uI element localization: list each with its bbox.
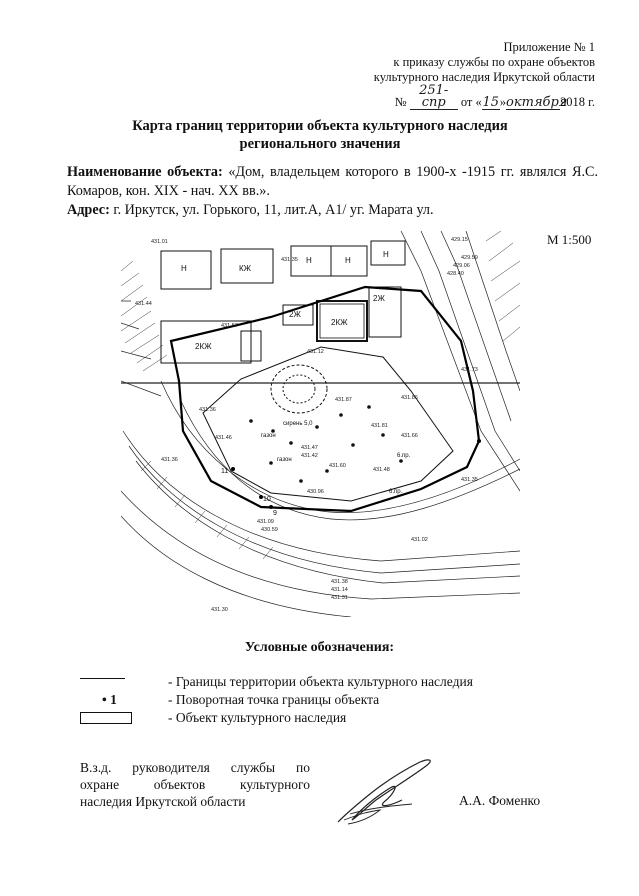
signer-position xyxy=(80,759,310,810)
map-height: 431.36 xyxy=(199,407,216,413)
signer-name: А.А. Фоменко xyxy=(459,793,541,808)
map-label-garden: сирень 5,0 xyxy=(283,421,313,427)
number-prefix: № xyxy=(394,95,407,109)
page-title xyxy=(80,117,560,153)
map-height: 431.09 xyxy=(257,519,274,525)
boundary-point xyxy=(269,505,273,509)
map-height: 431.14 xyxy=(331,587,348,593)
map-label-heritage: 2КЖ xyxy=(331,318,348,327)
order-month: октября xyxy=(506,95,568,110)
map-height: 429.15 xyxy=(451,237,468,243)
map-height: 430.59 xyxy=(261,527,278,533)
address-label: Адрес: xyxy=(67,202,110,218)
map-height: 431.35 xyxy=(281,257,298,263)
map-height: 431.46 xyxy=(215,435,232,441)
boundary-point-label: 11 xyxy=(221,468,229,475)
map-height: 428.40 xyxy=(447,271,464,277)
map-scale: М 1:500 xyxy=(547,232,592,247)
map-label-building: Н xyxy=(383,250,389,259)
boundary-point xyxy=(477,439,481,443)
boundary-line-icon xyxy=(80,678,125,679)
boundary-point xyxy=(231,467,235,471)
map-height: 431.35 xyxy=(461,477,478,483)
from-text: от « xyxy=(460,95,482,109)
handwritten-signature xyxy=(330,750,440,830)
map-height: 431.42 xyxy=(301,453,318,459)
title-line-1: Карта границ территории объекта культурного наследия xyxy=(132,118,508,134)
heritage-object-icon xyxy=(80,712,132,724)
map-label-building: 2КЖ xyxy=(195,342,212,351)
map-height: 431.81 xyxy=(371,423,388,429)
address-value: г. Иркутск, ул. Горького, 11, лит.А, А1/ уг. Марата ул. xyxy=(113,202,434,218)
map-height: 431.57 xyxy=(221,323,238,329)
legend-item-label: - Объект культурного наследия xyxy=(168,710,347,725)
order-day: 15 xyxy=(482,95,500,110)
map-height: 430.96 xyxy=(307,489,324,495)
appendix-block xyxy=(315,40,595,110)
map-height: 429.06 xyxy=(453,263,470,269)
map-height: 431.01 xyxy=(151,239,168,245)
map-height: 431.44 xyxy=(135,301,152,307)
map-label-building: Н xyxy=(345,256,351,265)
map-height: 431.36 xyxy=(161,457,178,463)
map-height: 431.12 xyxy=(307,349,324,355)
map-label-building: Н xyxy=(306,256,312,265)
title-line-2: регионального значения xyxy=(239,136,401,152)
map-label-building: Н xyxy=(181,264,187,273)
map-label-lawn: газон xyxy=(261,433,276,439)
order-number: 251-спр xyxy=(410,85,458,110)
map-height: 431.47 xyxy=(301,445,318,451)
day-close: » xyxy=(499,95,507,109)
map-height: 431.60 xyxy=(329,463,346,469)
map-height: 431.30 xyxy=(211,607,228,613)
appendix-title: Приложение № 1 xyxy=(503,40,595,54)
object-name-label: Наименование объекта: xyxy=(67,164,223,180)
map-height: 431.66 xyxy=(401,433,418,439)
map-svg xyxy=(121,231,520,617)
map-height: 431.02 xyxy=(411,537,428,543)
legend-item-label: - Границы территории объекта культурного наследия xyxy=(168,674,473,689)
appendix-number-line xyxy=(315,85,595,110)
appendix-org-line: культурного наследия Иркутской области xyxy=(373,70,595,84)
signer-line-1: В.з.д. руководителя службы по xyxy=(80,760,310,775)
map-label-building: КЖ xyxy=(239,264,252,273)
map-height: 431.73 xyxy=(461,367,478,373)
map-height: 431.38 xyxy=(331,579,348,585)
map-height: 431.86 xyxy=(401,395,418,401)
appendix-order-line: к приказу службы по охране объектов xyxy=(393,55,595,69)
object-name xyxy=(67,163,598,201)
map-height: 431.31 xyxy=(331,595,348,601)
boundary-point-label: 10 xyxy=(263,496,271,503)
boundary-point-label: 9 xyxy=(273,510,277,517)
legend-title: Условные обозначения: xyxy=(244,640,395,655)
map-label-building: 2Ж xyxy=(373,294,385,303)
map-label-lawn: газон xyxy=(277,457,292,463)
turning-point-icon: • 1 xyxy=(102,692,117,707)
signer-line-2: охране объектов культурного xyxy=(80,777,310,792)
order-year: 2018 г. xyxy=(560,95,595,109)
map-label-lawn: 6.пр. xyxy=(397,453,411,459)
map-label-lawn: 6.пр. xyxy=(389,489,403,495)
map-height: 431.48 xyxy=(373,467,390,473)
map-height: 429.59 xyxy=(461,255,478,261)
legend-item-label: - Поворотная точка границы объекта xyxy=(168,692,380,707)
map-label-building: 2Ж xyxy=(289,310,301,319)
map-height: 431.87 xyxy=(335,397,352,403)
object-address xyxy=(67,201,434,219)
signer-line-3: наследия Иркутской области xyxy=(80,794,246,809)
object-name-value: «Дом, владельцем которого в 1900-х -1915 гг. являлся Я.С. Комаров, кон. XIX - нач. XX вв.». xyxy=(67,164,599,199)
cadastral-map xyxy=(121,231,520,617)
